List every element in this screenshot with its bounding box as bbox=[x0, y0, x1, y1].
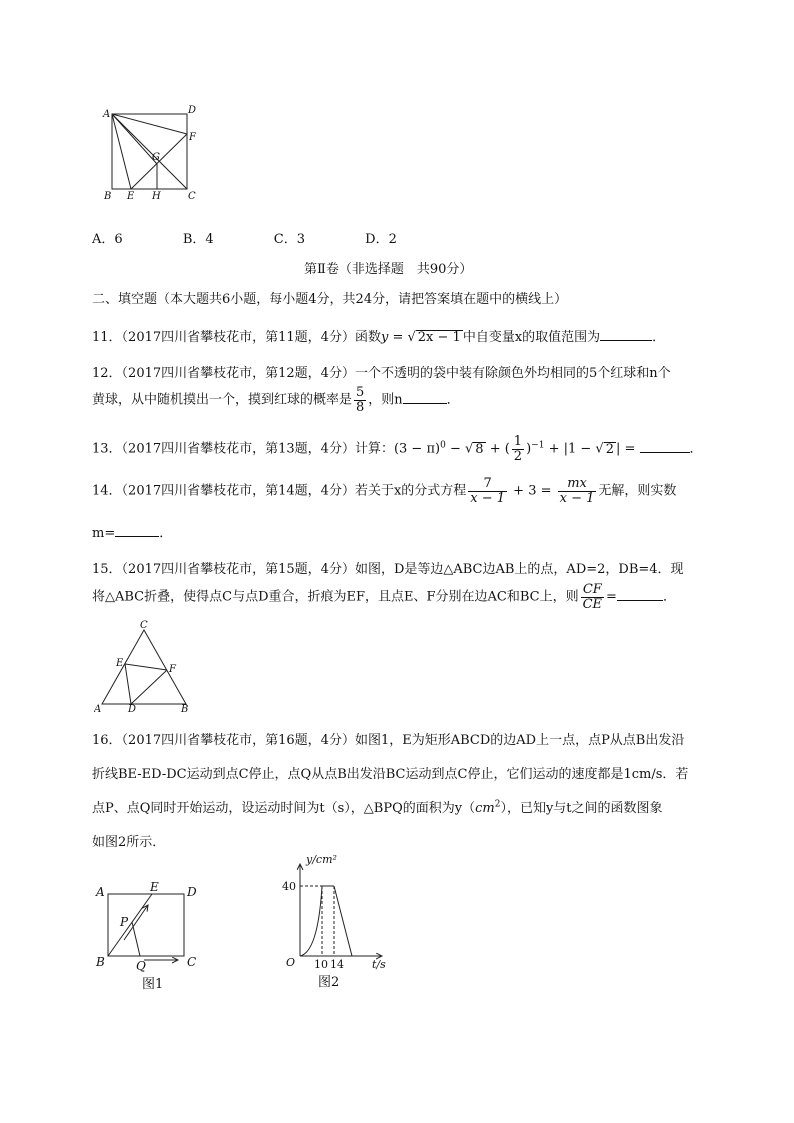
q13-term1: (3 − π) bbox=[393, 441, 441, 457]
q15-frac-num: CF bbox=[582, 582, 602, 597]
fig15-label-D: D bbox=[128, 704, 137, 712]
q14-prefix: 14．（2017四川省攀枝花市，第14题，4分）若关于x的分式方程 bbox=[92, 483, 467, 499]
q13-half-num: 1 bbox=[513, 434, 523, 449]
question-16-line4: 如图2所示． bbox=[92, 835, 166, 850]
q15-fraction bbox=[581, 583, 604, 611]
q14-frac1-den: x − 1 bbox=[470, 490, 506, 506]
q12-answer-blank[interactable] bbox=[403, 392, 447, 404]
q13-abs-close: | = bbox=[615, 441, 640, 457]
question-11: 11．（2017四川省攀枝花市，第11题，4分）函数y = √ 2x − 1 中自变量x的取值范围为 ． bbox=[92, 330, 666, 345]
q12-frac-den: 8 bbox=[356, 399, 365, 415]
q11-answer-blank[interactable] bbox=[600, 329, 652, 341]
q16-figure-1 bbox=[92, 880, 212, 992]
fig15-label-C: C bbox=[140, 620, 148, 631]
option-a[interactable]: A．6 bbox=[92, 232, 123, 247]
question-16-line3 bbox=[92, 797, 663, 816]
fig1-caption: 图1 bbox=[142, 977, 164, 992]
q15-answer-blank[interactable] bbox=[617, 589, 663, 601]
fig2-origin: O bbox=[286, 956, 296, 969]
label-G: G bbox=[152, 152, 160, 163]
q13-close: ) bbox=[526, 441, 532, 457]
q11-sqrt-body: 2x − 1 bbox=[417, 330, 461, 345]
fig2-x-tick-14: 14 bbox=[330, 958, 344, 971]
fig2-y-tick-40: 40 bbox=[282, 880, 296, 893]
section2-instructions: 二、填空题（本大题共6小题，每小题4分，共24分，请把答案填在题中的横线上） bbox=[92, 292, 568, 307]
q10-options bbox=[92, 228, 453, 247]
q11-eq: = bbox=[388, 330, 408, 345]
fig15-label-B: B bbox=[181, 704, 189, 712]
q10-square-figure bbox=[100, 104, 200, 200]
q13-op3: + |1 − bbox=[544, 441, 596, 457]
fig1-label-B: B bbox=[96, 955, 105, 969]
q11-prefix: 11．（2017四川省攀枝花市，第11题，4分）函数 bbox=[92, 330, 381, 345]
q13-half bbox=[512, 435, 524, 463]
fig2-x-tick-10: 10 bbox=[314, 958, 328, 971]
label-B: B bbox=[104, 191, 112, 200]
section2-heading: 第Ⅱ卷（非选择题 共90分） bbox=[304, 262, 473, 277]
fig1-label-P: P bbox=[120, 915, 129, 929]
fig2-caption: 图2 bbox=[318, 975, 340, 990]
q15-line2-prefix: 将△ABC折叠，使得点C与点D重合，折痕为EF，且点E、F分别在边AC和BC上，则 bbox=[92, 589, 579, 605]
q16-line3-prefix: 点P、点Q同时开始运动，设运动时间为t（s），△BPQ的面积为y（ bbox=[92, 801, 476, 816]
label-F: F bbox=[189, 132, 196, 143]
question-12-line2 bbox=[92, 386, 460, 414]
q14-suffix: 无解，则实数 bbox=[598, 483, 677, 499]
fig15-label-E: E bbox=[116, 658, 124, 669]
q14-answer-blank[interactable] bbox=[115, 525, 159, 537]
q11-end: ． bbox=[652, 330, 666, 345]
label-D: D bbox=[188, 105, 197, 116]
fig2-x-axis-label: t/s bbox=[372, 958, 386, 971]
fig15-label-F: F bbox=[169, 664, 176, 675]
q14-line2: m= bbox=[92, 526, 116, 541]
q13-sqrt2: 2 bbox=[605, 441, 614, 457]
q14-frac1-num: 7 bbox=[483, 476, 492, 491]
q14-frac2 bbox=[558, 477, 597, 505]
fig1-label-Q: Q bbox=[136, 959, 146, 973]
q13-op1: − bbox=[445, 441, 465, 457]
label-E: E bbox=[127, 191, 135, 200]
label-H: H bbox=[152, 191, 161, 200]
option-c[interactable]: C．3 bbox=[273, 232, 305, 247]
label-C: C bbox=[188, 191, 196, 200]
question-16-line1: 16．（2017四川省攀枝花市，第16题，4分）如图1，E为矩形ABCD的边AD上一点，点P从点B出发沿 bbox=[92, 733, 685, 748]
q13-answer-blank[interactable] bbox=[640, 441, 690, 453]
label-A: A bbox=[103, 109, 111, 120]
q11-suffix: 中自变量x的取值范围为 bbox=[462, 330, 601, 345]
q15-frac-den: CE bbox=[582, 596, 603, 612]
fig1-label-D: D bbox=[187, 885, 197, 899]
question-12-line1: 12．（2017四川省攀枝花市，第12题，4分）一个不透明的袋中装有除颜色外均相同的5个红球和n个 bbox=[92, 366, 671, 381]
q13-sqrt8: 8 bbox=[475, 441, 484, 457]
q13-prefix: 13．（2017四川省攀枝花市，第13题，4分）计算： bbox=[92, 441, 394, 457]
q15-triangle-figure bbox=[94, 620, 194, 712]
option-d[interactable]: D．2 bbox=[365, 232, 397, 247]
fig1-label-E: E bbox=[150, 880, 159, 894]
q16-line3-suffix: ），已知y与t之间的函数图象 bbox=[500, 801, 663, 816]
q11-y: y bbox=[380, 330, 389, 345]
q15-end: ． bbox=[662, 589, 676, 605]
q13-op2: + ( bbox=[485, 441, 510, 457]
question-14-line2 bbox=[92, 522, 172, 541]
question-15-line2 bbox=[92, 583, 676, 611]
q13-end: ． bbox=[689, 441, 703, 457]
fig1-label-A: A bbox=[96, 885, 105, 899]
q15-eq: = bbox=[606, 589, 617, 605]
q13-half-den: 2 bbox=[513, 448, 523, 464]
fig15-label-A: A bbox=[94, 704, 102, 712]
q13-exp2: −1 bbox=[531, 440, 545, 451]
q13-term1-exp: 0 bbox=[440, 440, 446, 451]
fig2-curve bbox=[300, 886, 322, 956]
fig2-y-axis-label: y/cm² bbox=[306, 853, 337, 866]
q12-line2-suffix: ，则n bbox=[368, 392, 403, 408]
question-16-line2: 折线BE-ED-DC运动到点C停止，点Q从点B出发沿BC运动到点C停止，它们运动的速度都是1cm/s．若 bbox=[92, 767, 689, 782]
q16-unit-exp: 2 bbox=[494, 799, 501, 810]
question-13: 13．（2017四川省攀枝花市，第13题，4分）计算：$(3 - \pi)^0$ − √ 8 + ( $\frac{1}{2}$ )$^{-1}$ + |1 − √ 2 | = ． bbox=[92, 434, 703, 464]
q14-end: ． bbox=[159, 526, 173, 541]
q16-figure-2 bbox=[278, 852, 398, 994]
option-b[interactable]: B．4 bbox=[182, 232, 214, 247]
q16-unit: cm bbox=[475, 801, 495, 816]
q14-frac1 bbox=[468, 477, 507, 505]
q14-frac2-den: x − 1 bbox=[559, 490, 595, 506]
q12-frac-num: 5 bbox=[356, 385, 365, 400]
question-14 bbox=[92, 477, 676, 505]
q14-frac2-num: mx bbox=[567, 476, 587, 491]
question-15-line1: 15．（2017四川省攀枝花市，第15题，4分）如图，D是等边△ABC边AB上的点，AD=2，DB=4．现 bbox=[92, 562, 684, 577]
q12-fraction bbox=[354, 386, 366, 414]
q14-mid: + 3 = bbox=[509, 483, 556, 499]
q12-line2-prefix: 黄球，从中随机摸出一个，摸到红球的概率是 bbox=[92, 392, 353, 408]
fig1-label-C: C bbox=[187, 955, 197, 969]
q12-end: ． bbox=[446, 392, 460, 408]
